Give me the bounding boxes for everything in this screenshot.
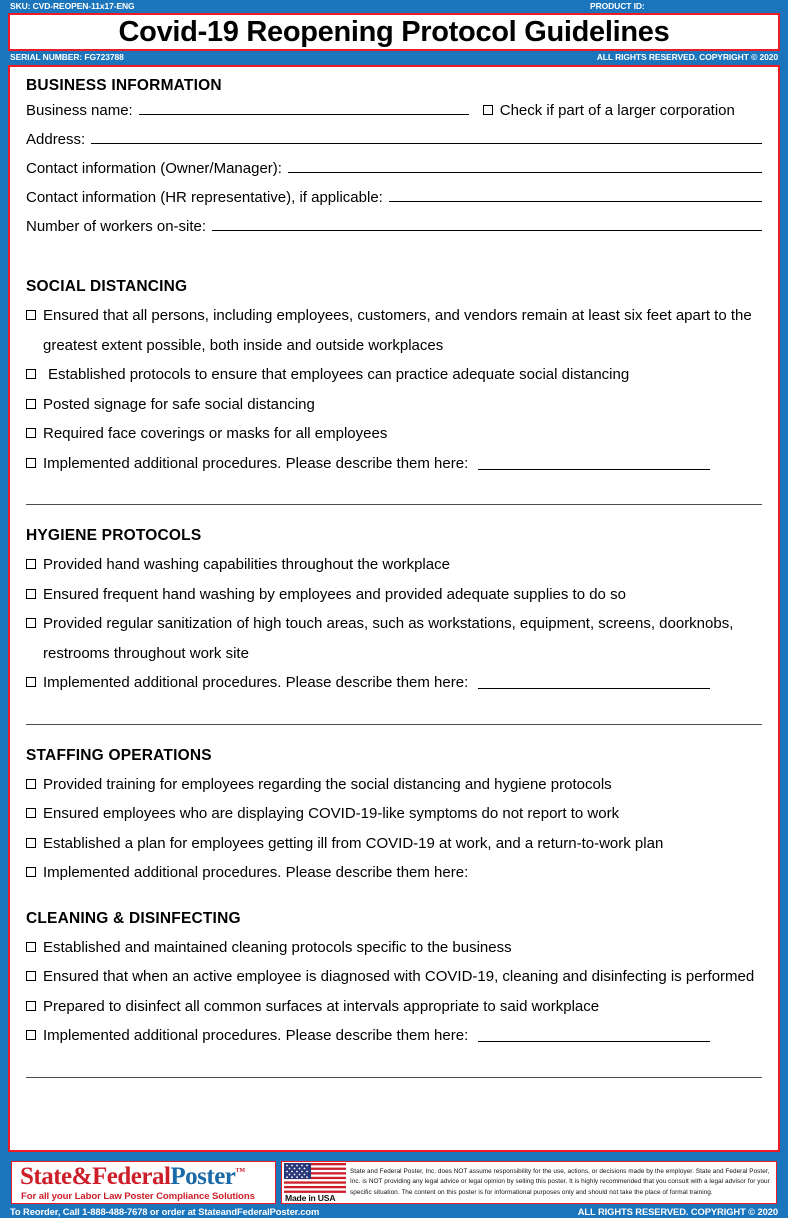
checklist-item-label: Established a plan for employees getting ill from COVID-19 at work, and a return-to-work plan xyxy=(43,834,664,852)
checklist-item-label: Ensured employees who are displaying COVID-19-like symptoms do not report to work xyxy=(43,805,620,822)
disclaimer-text: State and Federal Poster, Inc. does NOT assume responsibility for the use, actions, or decisions made by the employer. State and Federal Poster, Inc. is NOT providing any legal advice or legal opinion by selling this poster. It is highly recommended that you consult with a legal advisor for your specific situation. The content on this poster is for informational purposes only and should not take the place of formal training. xyxy=(350,1168,770,1196)
checkbox-icon[interactable] xyxy=(26,589,36,599)
trademark-icon: ™ xyxy=(235,1166,245,1178)
workers-onsite-label: Number of workers on-site: xyxy=(26,218,207,235)
brand-tagline: For all your Labor Law Poster Compliance Solutions xyxy=(21,1191,255,1202)
checklist-item-text: Implemented additional procedures. Please describe them here: xyxy=(43,1027,469,1044)
business-name-label: Business name: xyxy=(26,102,133,119)
checklist-item-label: Implemented additional procedures. Please describe them here: xyxy=(43,864,469,881)
checkbox-icon[interactable] xyxy=(26,399,36,409)
checkbox-icon[interactable] xyxy=(26,808,36,818)
brand-wordmark-part1: State&Federal xyxy=(20,1163,171,1190)
section-heading-hygiene-protocols: HYGIENE PROTOCOLS xyxy=(26,527,202,544)
brand-wordmark xyxy=(20,1163,245,1191)
reorder-bar xyxy=(0,1205,788,1218)
contact-owner-row xyxy=(26,158,762,187)
checkbox-icon[interactable] xyxy=(26,942,36,952)
product-id-label: PRODUCT ID: xyxy=(590,1,645,11)
describe-procedures-input[interactable] xyxy=(478,677,710,689)
business-name-row xyxy=(26,100,762,129)
larger-corporation-label: Check if part of a larger corporation xyxy=(499,102,735,119)
checkbox-icon[interactable] xyxy=(26,779,36,789)
checklist-item[interactable] xyxy=(26,609,762,668)
us-flag-icon xyxy=(284,1163,346,1203)
checklist-item[interactable] xyxy=(26,668,762,698)
contact-hr-input[interactable] xyxy=(389,187,762,202)
checklist-item[interactable] xyxy=(26,858,762,888)
checklist-item-text: Implemented additional procedures. Please describe them here: xyxy=(43,674,469,691)
checklist-item[interactable] xyxy=(26,829,762,859)
serial-number-label: SERIAL NUMBER: FG723788 xyxy=(10,52,124,62)
checkbox-icon[interactable] xyxy=(26,458,36,468)
section-heading-social-distancing: SOCIAL DISTANCING xyxy=(26,278,188,295)
describe-procedures-input-line2[interactable] xyxy=(26,504,762,505)
checklist-item[interactable] xyxy=(26,550,762,580)
checklist-item-label: Provided regular sanitization of high touch areas, such as workstations, equipment, screens, doorknobs, restrooms throughout work site xyxy=(43,615,734,662)
checklist-item[interactable] xyxy=(26,770,762,800)
footer-copyright-label: ALL RIGHTS RESERVED. COPYRIGHT © 2020 xyxy=(577,1206,778,1217)
title-band xyxy=(8,13,780,51)
checklist-item[interactable] xyxy=(26,1021,762,1051)
checklist-item[interactable] xyxy=(26,992,762,1022)
checkbox-icon[interactable] xyxy=(26,1030,36,1040)
section-heading-cleaning-disinfecting: CLEANING & DISINFECTING xyxy=(26,909,241,927)
section-cleaning-disinfecting xyxy=(26,910,762,1078)
top-meta-strip xyxy=(0,0,788,12)
contact-hr-row xyxy=(26,187,762,216)
contact-owner-input[interactable] xyxy=(288,158,762,173)
checklist-item-label xyxy=(43,360,762,390)
address-label: Address: xyxy=(26,131,86,148)
header-copyright-label: ALL RIGHTS RESERVED. COPYRIGHT © 2020 xyxy=(596,52,778,62)
disclaimer-box xyxy=(281,1161,777,1204)
checkbox-icon[interactable] xyxy=(26,559,36,569)
describe-procedures-input-line2[interactable] xyxy=(26,724,762,725)
page-title: Covid-19 Reopening Protocol Guidelines xyxy=(118,15,670,48)
brand-logo xyxy=(11,1161,276,1204)
describe-procedures-input-line2[interactable] xyxy=(26,1077,762,1078)
checkbox-icon[interactable] xyxy=(26,1001,36,1011)
section-staffing-operations xyxy=(26,747,762,888)
contact-hr-label: Contact information (HR representative), if applicable: xyxy=(26,189,383,206)
checklist-item[interactable] xyxy=(26,360,762,390)
checklist-item[interactable] xyxy=(26,419,762,449)
checkbox-icon[interactable] xyxy=(26,838,36,848)
reorder-label[interactable]: To Reorder, Call 1-888-488-7678 or order at StateandFederalPoster.com xyxy=(10,1206,320,1217)
checklist-item[interactable] xyxy=(26,301,762,360)
checklist-item[interactable] xyxy=(26,962,762,992)
made-in-usa-label: Made in USA xyxy=(285,1193,336,1203)
checkbox-icon[interactable] xyxy=(483,105,493,115)
section-heading-business-information: BUSINESS INFORMATION xyxy=(26,77,222,94)
checklist-item[interactable] xyxy=(26,449,762,479)
checkbox-icon[interactable] xyxy=(26,310,36,320)
section-heading-staffing-operations: STAFFING OPERATIONS xyxy=(26,746,212,764)
address-row xyxy=(26,129,762,158)
brand-wordmark-part2: Poster xyxy=(170,1163,236,1190)
checklist-item[interactable] xyxy=(26,799,762,829)
checkbox-icon[interactable] xyxy=(26,971,36,981)
checklist-item-label: Ensured that when an active employee is diagnosed with COVID-19, cleaning and disinfecting is performed xyxy=(43,968,755,985)
checklist-item[interactable] xyxy=(26,390,762,420)
checklist-item-label: Ensured frequent hand washing by employees and provided adequate supplies to do so xyxy=(43,585,626,603)
checklist-item-text: Established protocols to ensure that employees can practice adequate social distancing xyxy=(48,366,630,383)
checkbox-icon[interactable] xyxy=(26,428,36,438)
describe-procedures-input[interactable] xyxy=(478,1030,710,1042)
checklist-item-label: Prepared to disinfect all common surfaces at intervals appropriate to said workplace xyxy=(43,997,600,1015)
form-body-card xyxy=(8,65,780,1152)
checklist-item-label: Ensured that all persons, including employees, customers, and vendors remain at least six feet apart to the greatest extent possible, both inside and outside workplaces xyxy=(43,307,752,354)
serial-meta-strip xyxy=(0,51,788,63)
business-name-input[interactable] xyxy=(139,100,469,115)
checklist-item-text: Implemented additional procedures. Please describe them here: xyxy=(43,454,469,472)
checklist-item-label xyxy=(43,449,762,479)
section-hygiene-protocols xyxy=(26,527,762,725)
checkbox-icon[interactable] xyxy=(26,369,36,379)
sku-label: SKU: CVD-REOPEN-11x17-ENG xyxy=(10,1,135,11)
checklist-item-label: Established and maintained cleaning protocols specific to the business xyxy=(43,938,512,956)
checklist-item-label: Posted signage for safe social distancing xyxy=(43,395,315,413)
describe-procedures-input[interactable] xyxy=(478,458,710,470)
checklist-item[interactable] xyxy=(26,933,762,963)
checklist-item[interactable] xyxy=(26,580,762,610)
checkbox-icon[interactable] xyxy=(26,618,36,628)
contact-owner-label: Contact information (Owner/Manager): xyxy=(26,160,282,177)
checkbox-icon[interactable] xyxy=(26,867,36,877)
workers-onsite-row xyxy=(26,216,762,245)
checklist-item-label: Provided training for employees regarding the social distancing and hygiene protocols xyxy=(43,775,612,793)
checkbox-icon[interactable] xyxy=(26,677,36,687)
checklist-item-label: Required face coverings or masks for all employees xyxy=(43,425,388,442)
checklist-item-label xyxy=(43,668,762,698)
address-input[interactable] xyxy=(91,129,762,144)
larger-corporation-check-group[interactable] xyxy=(483,102,735,119)
workers-onsite-input[interactable] xyxy=(212,216,762,231)
form-body-inner xyxy=(26,77,762,1100)
checklist-item-label xyxy=(43,1021,762,1051)
checklist-item-label: Provided hand washing capabilities throughout the workplace xyxy=(43,556,450,573)
section-business-information xyxy=(26,77,762,245)
section-social-distancing xyxy=(26,278,762,505)
